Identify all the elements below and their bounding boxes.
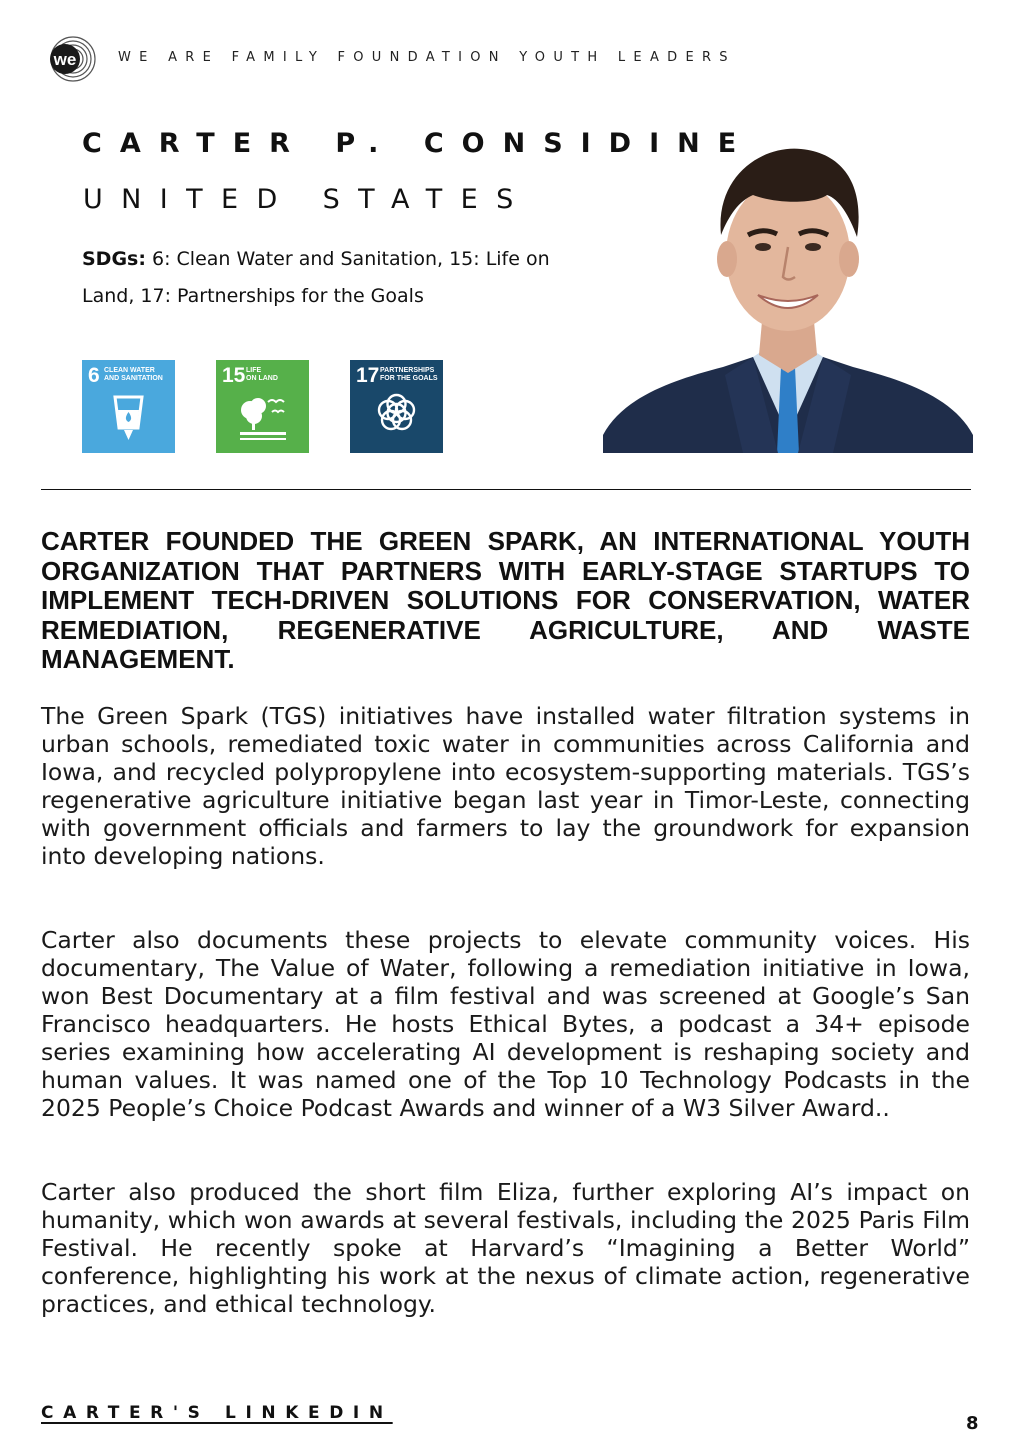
sdg-tile-17 <box>350 360 443 453</box>
sdgs-label: SDGs: <box>82 248 146 270</box>
sdg-tile-label: LIFE ON LAND <box>246 367 278 382</box>
headline: CARTER FOUNDED THE GREEN SPARK, AN INTERNATIONAL YOUTH ORGANIZATION THAT PARTNERS WITH EARLY-STAGE STARTUPS TO IMPLEMENT TECH-DRIVEN SOLUTIONS FOR CONSERVATION, WATER REMEDIATION, REGENERATIVE AGRICULTURE, AND WASTE MANAGEMENT. <box>41 526 970 674</box>
leader-country: UNITED STATES <box>83 184 532 215</box>
sdgs-line <box>82 241 602 315</box>
tree-icon <box>216 360 309 453</box>
sdg-tile-15 <box>216 360 309 453</box>
paragraph-1: The Green Spark (TGS) initiatives have installed water filtration systems in urban schools, remediated toxic water in communities across California and Iowa, and recycled polypropylene into ecosystem-supporting materials. TGS’s regenerative agriculture initiative began last year in Timor-Leste, connecting with government officials and farmers to lay the groundwork for expansion into developing nations. <box>41 702 970 870</box>
sdgs-text: 6: Clean Water and Sanitation, 15: Life on Land, 17: Partnerships for the Goals <box>82 248 550 307</box>
we-logo-icon <box>41 35 97 83</box>
sdg-tile-label: CLEAN WATER AND SANITATION <box>104 367 163 382</box>
section-divider <box>41 489 971 490</box>
org-name: WE ARE FAMILY FOUNDATION YOUTH LEADERS <box>118 50 736 65</box>
flower-rings-icon <box>350 360 443 453</box>
sdg-tile-6 <box>82 360 175 453</box>
leader-name: CARTER P. CONSIDINE <box>82 128 755 159</box>
logo-text: we <box>53 50 77 69</box>
page-number: 8 <box>966 1413 979 1434</box>
sdg-tile-number: 17 <box>356 364 380 387</box>
water-glass-icon <box>82 360 175 453</box>
paragraph-2: Carter also documents these projects to elevate community voices. His documentary, The Value of Water, following a remediation initiative in Iowa, won Best Documentary at a film festival and was screened at Google’s San Francisco headquarters. He hosts Ethical Bytes, a podcast a 34+ episode series examining how accelerating AI development is reshaping society and human values. It was named one of the Top 10 Technology Podcasts in the 2025 People’s Choice Podcast Awards and winner of a W3 Silver Award.. <box>41 926 970 1122</box>
sdg-tile-number: 15 <box>222 364 246 387</box>
we-logo <box>41 35 97 83</box>
paragraph-3: Carter also produced the short film Eliza, further exploring AI’s impact on humanity, which won awards at several festivals, including the 2025 Paris Film Festival. He recently spoke at Harvard’s “Imagining a Better World” conference, highlighting his work at the nexus of climate action, regenerative practices, and ethical technology. <box>41 1178 970 1318</box>
sdg-tile-label: PARTNERSHIPS FOR THE GOALS <box>380 367 438 382</box>
leader-photo <box>603 135 973 453</box>
portrait-illustration <box>603 135 973 453</box>
sdg-tile-number: 6 <box>88 364 100 387</box>
linkedin-link[interactable]: CARTER'S LINKEDIN <box>41 1403 393 1423</box>
